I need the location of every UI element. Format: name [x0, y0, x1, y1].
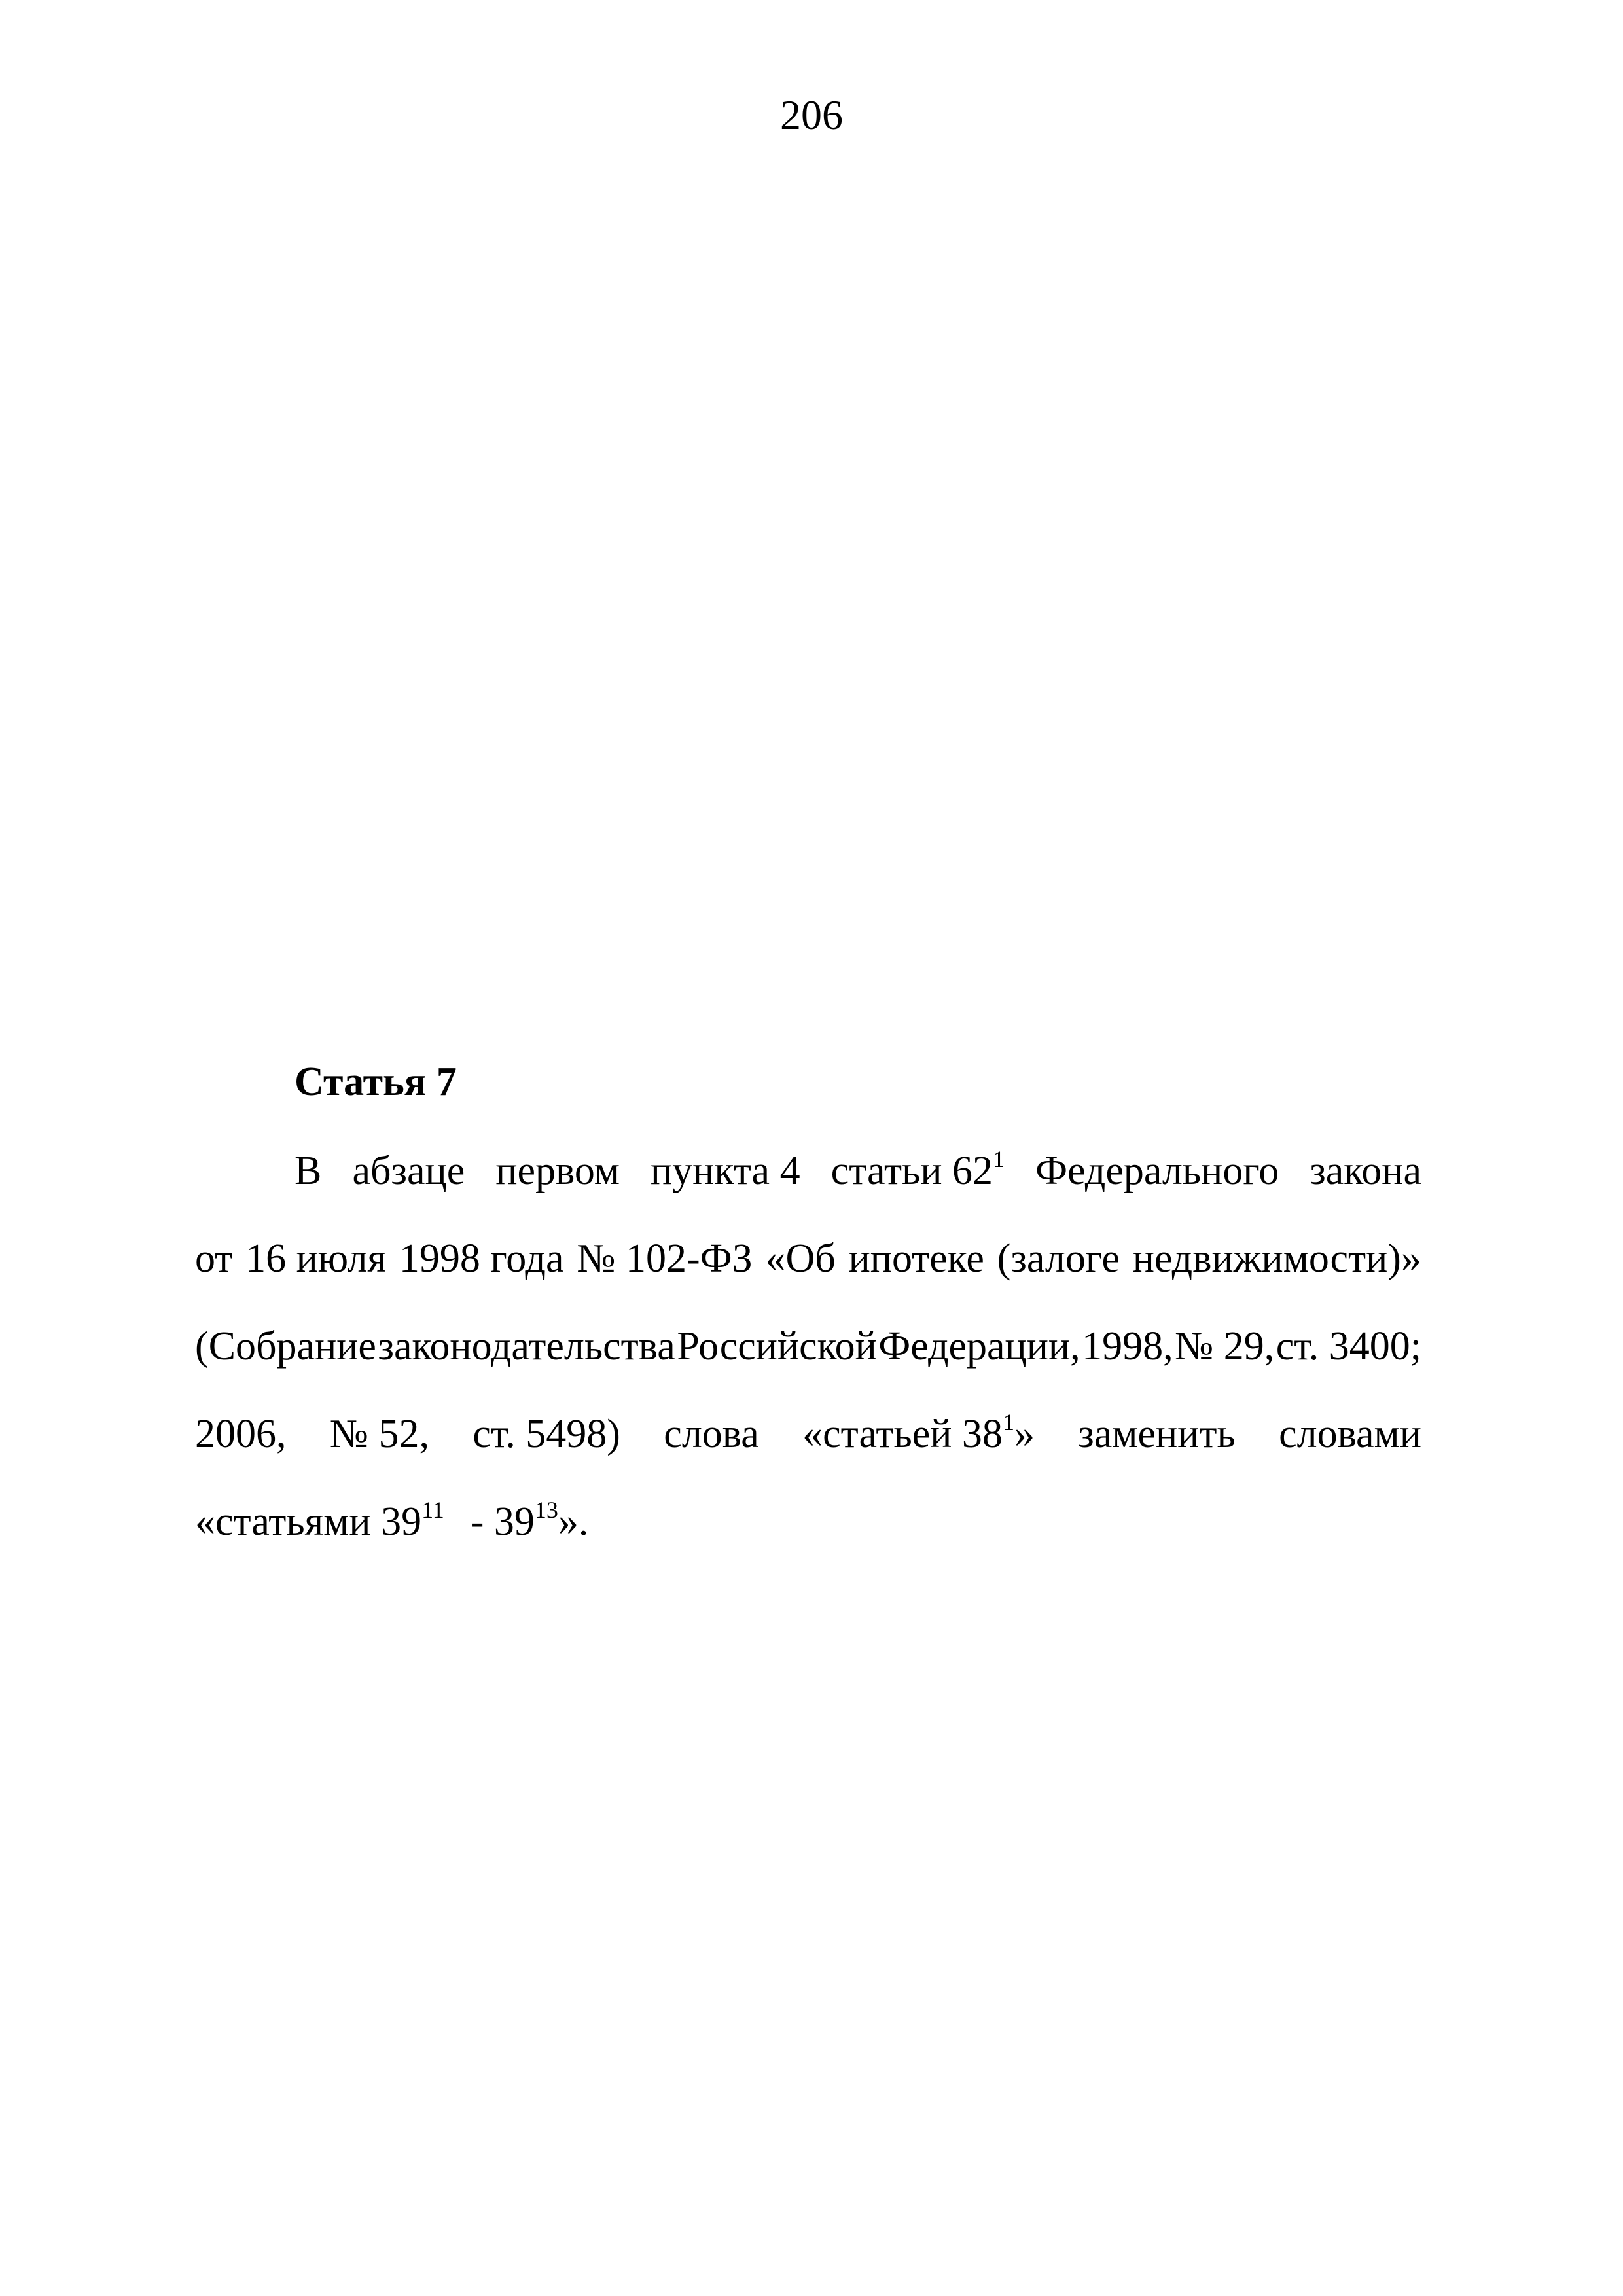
word-with-superscript	[802, 1405, 1035, 1463]
paragraph-line-5	[195, 1492, 1421, 1580]
word: 1998 года	[399, 1236, 564, 1281]
word: от	[195, 1236, 233, 1281]
word: В	[294, 1149, 322, 1193]
word: «Об	[765, 1236, 836, 1281]
paragraph-line-1	[195, 1141, 1421, 1229]
word: 1998,	[1082, 1324, 1173, 1369]
word: «статьей 38	[802, 1412, 1003, 1456]
article-paragraph	[195, 1141, 1421, 1580]
superscript: 11	[421, 1497, 444, 1523]
superscript: 13	[534, 1497, 558, 1523]
word: ст. 5498)	[473, 1412, 620, 1456]
word: ипотеке	[848, 1236, 984, 1281]
superscript: 1	[993, 1146, 1005, 1172]
word: заменить	[1078, 1412, 1236, 1456]
paragraph-line-3	[195, 1317, 1421, 1405]
word-with-superscript	[195, 1492, 444, 1551]
word: закона	[1310, 1149, 1421, 1193]
word: Российской	[677, 1324, 877, 1369]
superscript: 1	[1002, 1409, 1014, 1435]
page-number: 206	[780, 92, 843, 138]
word: «статьями 39	[195, 1499, 422, 1544]
word: слова	[664, 1412, 759, 1456]
word: »	[1014, 1412, 1035, 1456]
word: пункта 4	[651, 1149, 800, 1193]
word: абзаце	[352, 1149, 465, 1193]
word: (Собрание	[195, 1324, 376, 1369]
word: недвижимости)»	[1132, 1236, 1421, 1281]
word-with-superscript	[831, 1141, 1005, 1200]
article-heading: Статья 7	[294, 1060, 457, 1104]
word: ст. 3400;	[1275, 1324, 1421, 1369]
word: № 102-ФЗ	[577, 1236, 753, 1281]
paragraph-line-2	[195, 1229, 1421, 1317]
paragraph-line-4	[195, 1405, 1421, 1492]
word: № 52,	[329, 1412, 429, 1456]
word-with-superscript	[471, 1492, 589, 1551]
word: 2006,	[195, 1412, 287, 1456]
word: ».	[558, 1499, 589, 1544]
word: 16 июля	[245, 1236, 387, 1281]
word: (залоге	[997, 1236, 1120, 1281]
word: первом	[495, 1149, 620, 1193]
word: законодательства	[378, 1324, 675, 1369]
word: № 29,	[1175, 1324, 1275, 1369]
word: статьи 62	[830, 1149, 993, 1193]
word: Федерального	[1035, 1149, 1279, 1193]
word: Федерации,	[878, 1324, 1080, 1369]
word: - 39	[470, 1499, 535, 1544]
word: словами	[1279, 1412, 1421, 1456]
